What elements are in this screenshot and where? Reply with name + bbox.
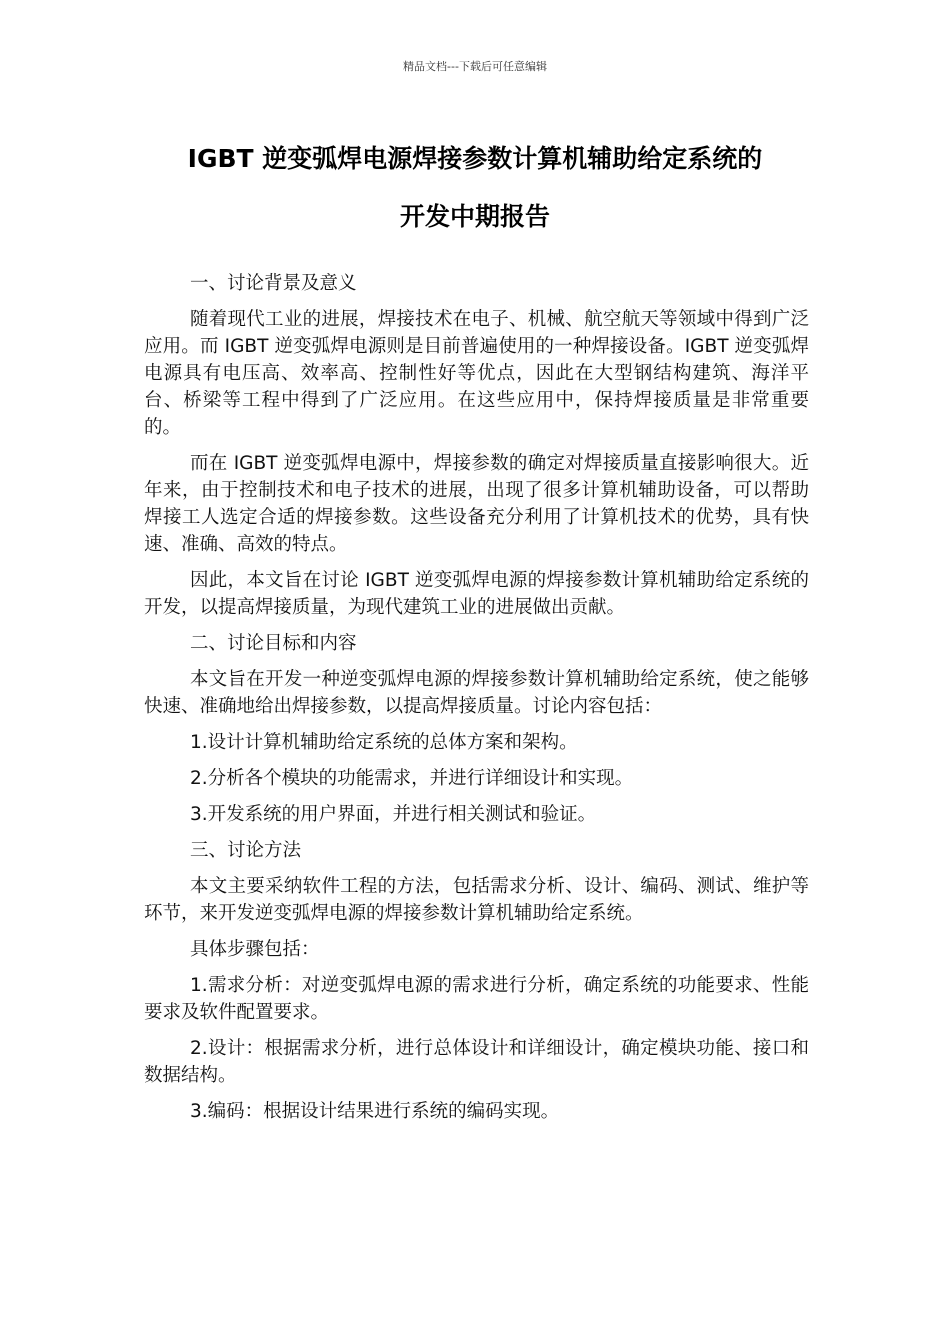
document-body [144,270,809,1125]
list-item: 2.设计：根据需求分析，进行总体设计和详细设计，确定模块功能、接口和数据结构。 [144,1038,809,1086]
section-heading-methods: 三、讨论方法 [190,840,302,861]
section-heading-goals: 二、讨论目标和内容 [190,633,357,654]
page-header: 精品文档---下载后可任意编辑 [403,60,547,73]
document-title-line-1: IGBT 逆变弧焊电源焊接参数计算机辅助给定系统的 [187,144,763,173]
list-item: 1.需求分析：对逆变弧焊电源的需求进行分析，确定系统的功能要求、性能要求及软件配置要求。 [144,975,809,1023]
document-title-line-2: 开发中期报告 [399,202,550,231]
section-heading-background: 一、讨论背景及意义 [190,273,357,294]
body-paragraph: 随着现代工业的进展，焊接技术在电子、机械、航空航天等领域中得到广泛应用。而 IGBT 逆变弧焊电源则是目前普遍使用的一种焊接设备。IGBT 逆变弧焊电源具有电压高、效率高、控制性好等优点，因此在大型钢结构建筑、海洋平台、桥梁等工程中得到了广泛应用。在这些应用中，保持焊接质量是非常重要的。 [144,309,809,438]
list-item: 2.分析各个模块的功能需求，并进行详细设计和实现。 [190,768,634,789]
body-paragraph: 而在 IGBT 逆变弧焊电源中，焊接参数的确定对焊接质量直接影响很大。近年来，由于控制技术和电子技术的进展，出现了很多计算机辅助设备，可以帮助焊接工人选定合适的焊接参数。这些设备充分利用了计算机技术的优势，具有快速、准确、高效的特点。 [144,453,809,555]
body-paragraph: 具体步骤包括： [190,939,320,960]
list-item: 3.开发系统的用户界面，并进行相关测试和验证。 [190,804,597,825]
body-paragraph: 本文旨在开发一种逆变弧焊电源的焊接参数计算机辅助给定系统，使之能够快速、准确地给出焊接参数，以提高焊接质量。讨论内容包括： [144,669,809,717]
body-paragraph: 本文主要采纳软件工程的方法，包括需求分析、设计、编码、测试、维护等环节，来开发逆变弧焊电源的焊接参数计算机辅助给定系统。 [144,876,809,924]
body-paragraph: 因此，本文旨在讨论 IGBT 逆变弧焊电源的焊接参数计算机辅助给定系统的开发，以提高焊接质量，为现代建筑工业的进展做出贡献。 [144,570,809,618]
list-item: 3.编码：根据设计结果进行系统的编码实现。 [190,1101,560,1122]
list-item: 1.设计计算机辅助给定系统的总体方案和架构。 [190,732,578,753]
